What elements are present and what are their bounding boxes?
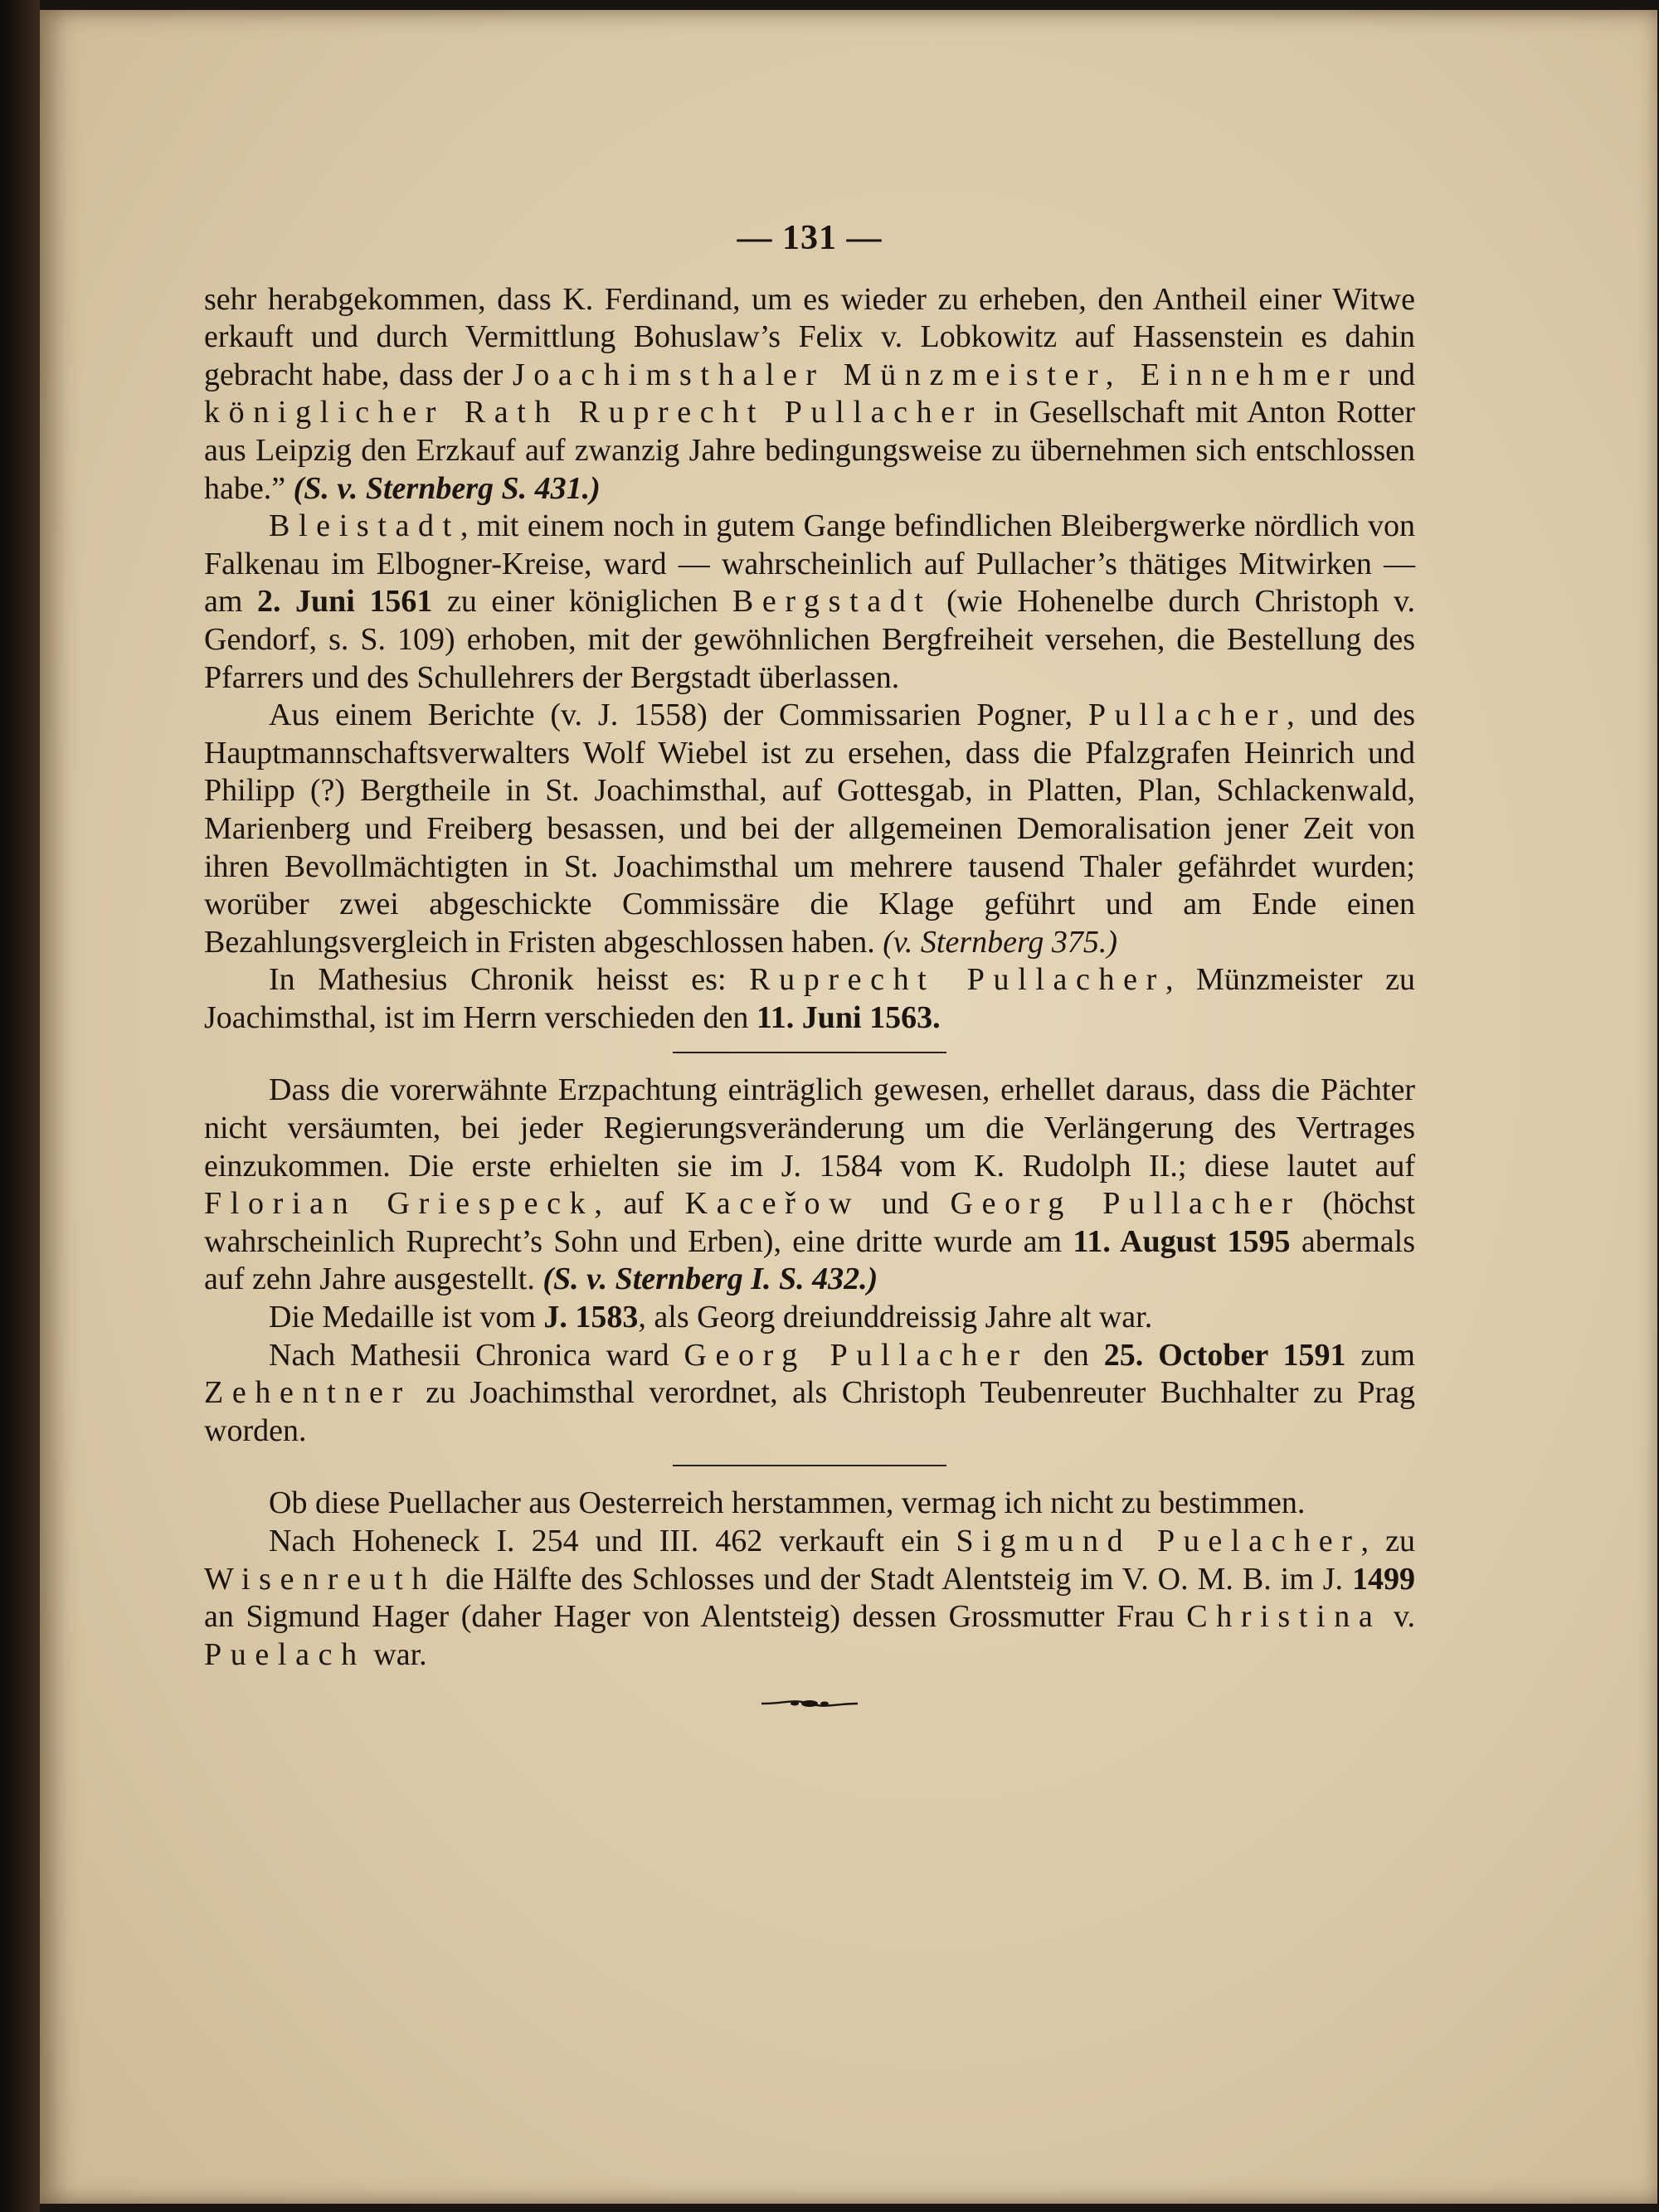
spaced-text: Sigmund Puelacher bbox=[956, 1524, 1361, 1558]
date-bold: 1499 bbox=[1352, 1561, 1415, 1597]
paragraph-erzpachtung bbox=[204, 1072, 1415, 1299]
text-run: (wie Hohenelbe durch Christoph v. Gendorf, s. S. 109) erhoben, mit der gewöhnlichen Bergfreiheit versehen, die Bestellung des Pfarrers und des Schullehrers der Bergstadt überlassen. bbox=[204, 584, 1415, 695]
text-run: und bbox=[1358, 357, 1415, 392]
text-run: In Mathesius Chronik heisst es: bbox=[269, 962, 750, 998]
spaced-text: Georg Pullacher bbox=[684, 1337, 1029, 1373]
text-run: , und des Hauptmannschaftsverwalters Wolf Wiebel ist zu ersehen, dass die Pfalzgrafen Heinrich und Philipp (?) Bergtheile in St. Joachimsthal, auf Gottesgab, in Platten, Plan, Schlackenwald, Marienberg und Freiberg besassen, und bei der allgemeinen Demoralisation jener Zeit von ihren Bevollmächtigten in St. Joachimsthal um mehrere tausend Thaler gefährdet wurden; worüber zwei abgeschickte Commissäre die Klage geführt und am Ende einen Bezahlungsvergleich in Fristen abgeschlossen haben. bbox=[204, 698, 1415, 960]
spaced-text: Christina bbox=[1186, 1599, 1382, 1635]
paragraph-mathesii bbox=[204, 1337, 1415, 1451]
text-run: sehr herabgekommen, dass K. Ferdinand, um es wieder zu erheben, den Antheil einer Witwe erkauft und durch Vermittlung Bohuslaw’s Felix v. Lobkowitz auf Hassenstein es dahin gebracht habe, dass der bbox=[204, 281, 1415, 392]
text-run: , auf bbox=[594, 1186, 685, 1222]
spaced-text: Pullacher bbox=[1087, 698, 1287, 733]
date-bold: J. 1583 bbox=[543, 1300, 639, 1335]
text-run: , zu bbox=[1360, 1524, 1415, 1558]
paragraph-berichte bbox=[204, 697, 1415, 961]
text-run: Die Medaille ist vom bbox=[269, 1300, 544, 1335]
page-text bbox=[204, 220, 1415, 1712]
paragraph-hoheneck bbox=[204, 1523, 1415, 1674]
text-run: zum bbox=[1345, 1337, 1415, 1373]
spaced-text: Bergstadt bbox=[732, 584, 932, 620]
text-run: , Münzmeister zu Joachimsthal, ist im Herrn verschieden den bbox=[204, 962, 1415, 1035]
book-spine-shadow bbox=[0, 0, 40, 2212]
date-bold: 11. August 1595 bbox=[1073, 1223, 1291, 1259]
text-run: zu einer königlichen bbox=[432, 584, 732, 620]
text-run: und bbox=[860, 1186, 951, 1222]
text-run: , als Georg dreiunddreissig Jahre alt war. bbox=[638, 1300, 1153, 1335]
spaced-text: königlicher Rath Ruprecht Pullacher bbox=[204, 395, 984, 430]
date-bold: 11. Juni 1563. bbox=[756, 999, 941, 1035]
page-number: — 131 — bbox=[737, 219, 883, 257]
spaced-text: Bleistadt bbox=[269, 508, 460, 544]
citation: (S. v. Sternberg S. 431.) bbox=[293, 470, 601, 506]
paragraph-medaille bbox=[204, 1299, 1415, 1337]
spaced-text: Kaceřow bbox=[684, 1186, 861, 1222]
text-run: die Hälfte des Schlosses und der Stadt Alentsteig im V. O. M. B. im J. bbox=[436, 1561, 1352, 1597]
text-run: den bbox=[1028, 1337, 1104, 1373]
text-run: Nach Hoheneck I. 254 und III. 462 verkauft ein bbox=[269, 1524, 956, 1558]
spaced-text: Florian Griespeck bbox=[204, 1186, 595, 1222]
citation: (v. Sternberg 375.) bbox=[883, 924, 1118, 960]
paragraph-ferdinand bbox=[204, 281, 1415, 508]
text-run: (höchst wahrscheinlich Ruprecht’s Sohn und Erben), eine dritte wurde am bbox=[204, 1186, 1415, 1259]
text-run: v. bbox=[1381, 1599, 1415, 1635]
section-divider bbox=[673, 1465, 946, 1466]
text-run: abermals auf zehn Jahre ausgestellt. bbox=[204, 1223, 1416, 1297]
paragraph-mathesius bbox=[204, 961, 1415, 1037]
spaced-text: Zehentner bbox=[204, 1375, 411, 1411]
text-run: Aus einem Berichte (v. J. 1558) der Commissarien Pogner, bbox=[269, 698, 1088, 733]
citation: (S. v. Sternberg I. S. 432.) bbox=[542, 1262, 878, 1297]
spaced-text: Puelach bbox=[204, 1636, 366, 1672]
section-divider bbox=[673, 1052, 946, 1053]
date-bold: 25. October 1591 bbox=[1103, 1337, 1346, 1373]
text-run: Nach Mathesii Chronica ward bbox=[269, 1337, 684, 1373]
text-run: Ob diese Puellacher aus Oesterreich herstammen, vermag ich nicht zu bestimmen. bbox=[269, 1485, 1306, 1521]
text-run: Dass die vorerwähnte Erzpachtung einträglich gewesen, erhellet daraus, dass die Pächter nicht versäumten, bei jeder Regierungsveränderung um die Verlängerung des Vertrages einzukommen. Die erste erhielten sie im J. 1584 vom K. Rudolph II.; diese lautet auf bbox=[204, 1072, 1415, 1184]
paragraph-puellacher bbox=[204, 1485, 1415, 1523]
text-run: an Sigmund Hager (daher Hager von Alentsteig) dessen Grossmutter Frau bbox=[204, 1599, 1187, 1635]
spaced-text: Wisenreuth bbox=[204, 1561, 437, 1597]
paragraph-bleistadt bbox=[204, 508, 1415, 697]
date-bold: 2. Juni 1561 bbox=[256, 584, 433, 620]
text-run: , mit einem noch in gutem Gange befindlichen Bleibergwerke nördlich von Falkenau im Elbogner-Kreise, ward — wahrscheinlich auf Pullacher’s thätiges Mitwirken — am bbox=[204, 508, 1415, 620]
text-run: in Gesellschaft mit Anton Rotter aus Leipzig den Erzkauf auf zwanzig Jahre bedingungsweise zu übernehmen sich entschlossen habe.” bbox=[204, 395, 1415, 506]
spaced-text: Ruprecht Pullacher bbox=[749, 962, 1165, 998]
text-run: zu Joachimsthal verordnet, als Christoph Teubenreuter Buchhalter zu Prag worden. bbox=[204, 1375, 1415, 1448]
spaced-text: Joachimsthaler Münzmeister, Einnehmer bbox=[512, 357, 1359, 392]
end-ornament-icon bbox=[760, 1695, 859, 1712]
text-run: war. bbox=[365, 1636, 427, 1672]
spaced-text: Georg Pullacher bbox=[950, 1186, 1301, 1222]
